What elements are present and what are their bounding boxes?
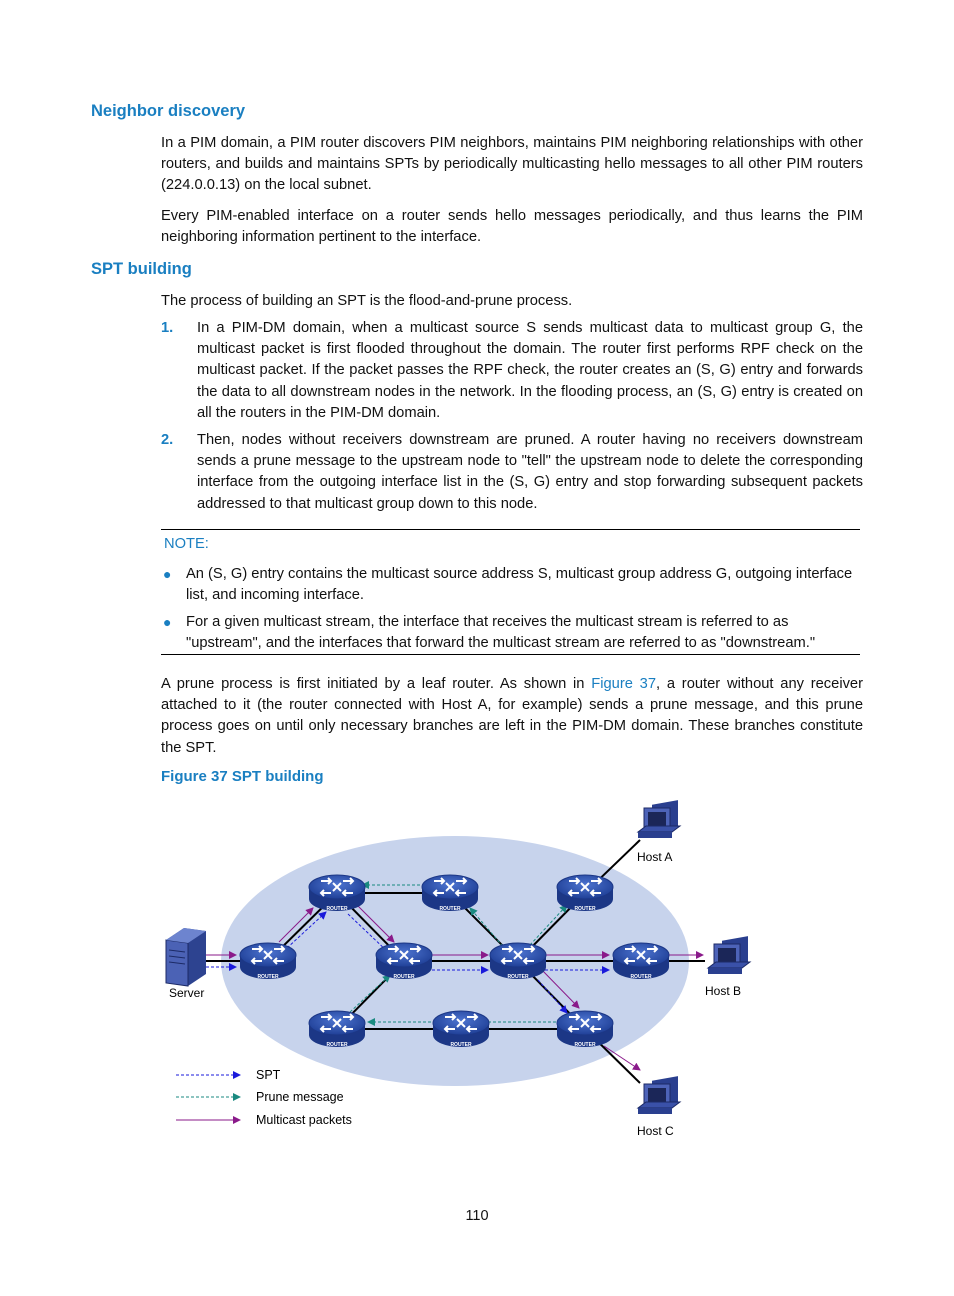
section-heading-neighbor-discovery: Neighbor discovery: [91, 102, 246, 120]
step-text: Then, nodes without receivers downstream are pruned. A router having no receivers downstream sends a prune message to the upstream node to "tell" the upstream node to delete the corresponding interface from the outgoing interface list in the (S, G) entry and stop forwarding subsequent packets addressed to that multicast group down to this node.: [197, 432, 863, 512]
router-label: ROUTER: [393, 974, 415, 980]
step-number: 1.: [161, 320, 174, 336]
router-label: ROUTER: [257, 974, 279, 980]
host-a-label: Host A: [637, 850, 673, 864]
prune-text-before: A prune process is first initiated by a leaf router. As shown in: [161, 676, 592, 692]
router-label: ROUTER: [450, 1042, 472, 1048]
section-heading-spt-building: SPT building: [91, 260, 192, 278]
paragraph-spt-intro: The process of building an SPT is the flood-and-prune process.: [161, 293, 573, 309]
router-label: ROUTER: [507, 974, 529, 980]
router-label: ROUTER: [574, 906, 596, 912]
note-label: NOTE:: [164, 536, 209, 552]
host-b-computer-icon: [708, 936, 750, 974]
diagram-legend: [176, 1068, 352, 1127]
host-c-computer-icon: [638, 1076, 680, 1114]
host-a-computer-icon: [638, 800, 680, 838]
figure-37-link[interactable]: Figure 37: [591, 676, 656, 692]
legend-spt-label: SPT: [256, 1068, 281, 1082]
page-number: 110: [465, 1208, 489, 1224]
note-bullet-text: For a given multicast stream, the interface that receives the multicast stream is referred to as "upstream", and the interfaces that forward the multicast stream are referred to as "downstream.": [186, 614, 816, 652]
router-label: ROUTER: [439, 906, 461, 912]
host-c-label: Host C: [637, 1124, 674, 1138]
router-label: ROUTER: [326, 906, 348, 912]
step-text: In a PIM-DM domain, when a multicast source S sends multicast data to multicast group G, the multicast packet is first flooded throughout the domain. The router first performs RPF check on the multicast packet. If the packet passes the RPF check, the router creates an (S, G) entry and forwards the data to all downstream nodes in the network. In the flooding process, an (S, G) entry is created on all the routers in the PIM-DM domain.: [197, 320, 863, 421]
note-bullet-text: An (S, G) entry contains the multicast source address S, multicast group address G, outgoing interface list, and incoming interface.: [186, 566, 853, 604]
prune-text-after: , a router without any receiver attached to it (the router connected with Host A, for example) sends a prune message, and this prune process goes on until only necessary branches are left in the PIM-DM domain. These branches constitute the SPT.: [161, 676, 863, 756]
legend-prune-label: Prune message: [256, 1090, 344, 1104]
legend-multicast-label: Multicast packets: [256, 1113, 352, 1127]
bullet-icon: ●: [163, 614, 172, 630]
figure-caption: Figure 37 SPT building: [161, 768, 324, 785]
router-label: ROUTER: [326, 1042, 348, 1048]
router-label: ROUTER: [630, 974, 652, 980]
host-b-label: Host B: [705, 984, 742, 998]
bullet-icon: ●: [163, 566, 172, 582]
step-number: 2.: [161, 432, 174, 448]
server-label: Server: [169, 986, 205, 1000]
router-label: ROUTER: [574, 1042, 596, 1048]
server-icon: [166, 928, 206, 986]
paragraph-neighbor-discovery-1: In a PIM domain, a PIM router discovers PIM neighbors, maintains PIM neighboring relationships with other routers, and builds and maintains SPTs by periodically multicasting hello messages to all other PIM routers (224.0.0.13) on the local subnet.: [161, 135, 863, 194]
paragraph-neighbor-discovery-2: Every PIM-enabled interface on a router sends hello messages periodically, and thus learns the PIM neighboring information pertinent to the interface.: [161, 208, 863, 246]
